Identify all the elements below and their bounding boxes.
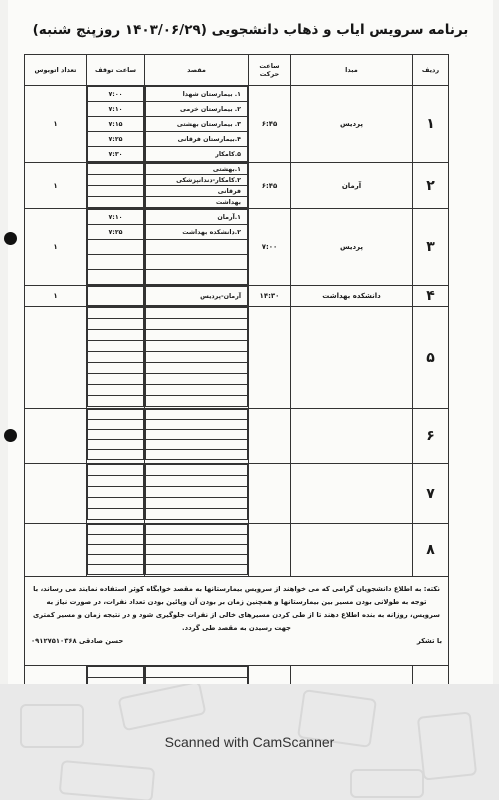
destination-item	[146, 420, 248, 430]
destination-list	[145, 163, 248, 208]
destination-item: ۲. بیمارستان خرمی	[146, 102, 248, 117]
stop-list	[87, 163, 144, 208]
header-origin: مبدا	[291, 55, 413, 86]
destination-item	[146, 498, 248, 509]
stop-time-item: ۷:۲۵	[88, 132, 144, 147]
stop-time-item	[88, 240, 144, 255]
destination-item	[146, 341, 248, 352]
destination-item	[146, 465, 248, 476]
destination-item	[146, 240, 248, 255]
stop-time-item	[88, 420, 144, 430]
destination-item	[146, 545, 248, 555]
destination-item	[146, 270, 248, 285]
stop-time-item	[88, 410, 144, 420]
stop-time-cell	[87, 209, 145, 286]
departure-cell	[249, 524, 291, 577]
destination-item	[146, 565, 248, 575]
header-departure: ساعت حرکت	[249, 55, 291, 86]
destination-item: بهداشت	[146, 197, 248, 208]
destination-item	[146, 319, 248, 330]
destination-list	[145, 524, 248, 575]
table-row	[25, 524, 449, 577]
destination-item	[146, 363, 248, 374]
note-signature-line	[31, 635, 442, 648]
destination-item	[146, 487, 248, 498]
destination-cell	[145, 464, 249, 524]
table-row	[25, 464, 449, 524]
destination-list	[145, 307, 248, 407]
departure-cell: ۷:۰۰	[249, 209, 291, 286]
destination-item	[146, 509, 248, 520]
stop-time-item	[88, 465, 144, 476]
origin-cell	[291, 307, 413, 409]
stop-time-item	[88, 535, 144, 545]
stop-time-item	[88, 287, 144, 306]
stop-time-item	[88, 164, 144, 175]
destination-cell	[145, 286, 249, 307]
stop-time-item	[88, 440, 144, 450]
destination-cell	[145, 524, 249, 577]
origin-cell: دانشکده بهداشت	[291, 286, 413, 307]
stop-time-item: ۷:۱۵	[88, 117, 144, 132]
table-row	[25, 409, 449, 464]
stop-time-item: ۷:۱۰	[88, 210, 144, 225]
departure-cell: ۱۴:۳۰	[249, 286, 291, 307]
destination-cell	[145, 209, 249, 286]
destination-item	[146, 667, 248, 678]
destination-list	[145, 409, 248, 460]
destination-item	[146, 410, 248, 420]
header-stop-time: ساعت توقف	[87, 55, 145, 86]
stop-time-item	[88, 450, 144, 460]
document-title: برنامه سرویس ایاب و ذهاب دانشجویی (۱۴۰۳/۰۶/۲۹ روزپنج شنبه)	[32, 22, 469, 38]
bus-count-cell: ۱	[25, 163, 87, 209]
destination-item: ۲.دانشکده بهداشت	[146, 225, 248, 240]
stop-time-item	[88, 396, 144, 407]
destination-item: ۴.بیمارستان فرقانی	[146, 132, 248, 147]
departure-cell	[249, 307, 291, 409]
origin-cell	[291, 524, 413, 577]
stop-time-item	[88, 197, 144, 208]
destination-item: ۵.کامکار	[146, 147, 248, 162]
row-number: ۷	[413, 464, 449, 524]
stop-list	[87, 409, 144, 460]
destination-cell	[145, 163, 249, 209]
destination-item	[146, 385, 248, 396]
origin-cell: آرمان	[291, 163, 413, 209]
stop-time-item	[88, 385, 144, 396]
departure-cell: ۶:۴۵	[249, 86, 291, 163]
departure-cell: ۶:۴۵	[249, 163, 291, 209]
destination-list	[145, 286, 248, 306]
binder-hole	[4, 232, 17, 245]
origin-cell: پردیس	[291, 86, 413, 163]
destination-item	[146, 450, 248, 460]
stop-time-cell	[87, 286, 145, 307]
stop-time-item	[88, 352, 144, 363]
row-number: ۴	[413, 286, 449, 307]
stop-list	[87, 524, 144, 575]
destination-item: آرمان-پردیس	[146, 287, 248, 306]
destination-cell	[145, 409, 249, 464]
bus-count-cell: ۱	[25, 86, 87, 163]
bus-count-cell	[25, 524, 87, 577]
note-row	[25, 577, 449, 666]
destination-item: ۳. بیمارستان بهشتی	[146, 117, 248, 132]
origin-cell: پردیس	[291, 209, 413, 286]
destination-list	[145, 464, 248, 520]
stop-time-item	[88, 509, 144, 520]
thanks-text: با تشکر	[416, 637, 442, 645]
departure-cell	[249, 464, 291, 524]
footer-text: Scanned with CamScanner	[164, 734, 335, 750]
destination-item	[146, 255, 248, 270]
camscanner-footer	[0, 684, 499, 800]
stop-time-item	[88, 330, 144, 341]
destination-item	[146, 374, 248, 385]
destination-item: فرقانی	[146, 186, 248, 197]
row-number: ۸	[413, 524, 449, 577]
stop-time-item	[88, 525, 144, 535]
row-number: ۳	[413, 209, 449, 286]
stop-time-item	[88, 565, 144, 575]
stop-time-item: ۷:۲۵	[88, 225, 144, 240]
destination-item	[146, 352, 248, 363]
row-number: ۵	[413, 307, 449, 409]
destination-cell	[145, 86, 249, 163]
table-row	[25, 286, 449, 307]
bus-count-cell	[25, 464, 87, 524]
destination-item	[146, 430, 248, 440]
bus-count-cell	[25, 307, 87, 409]
stop-time-item	[88, 270, 144, 285]
stop-time-item	[88, 175, 144, 186]
stop-list	[87, 209, 144, 285]
stop-time-item	[88, 308, 144, 319]
stop-time-item: ۷:۳۰	[88, 147, 144, 162]
destination-item	[146, 440, 248, 450]
origin-cell	[291, 464, 413, 524]
stop-time-cell	[87, 409, 145, 464]
departure-cell	[249, 409, 291, 464]
destination-cell	[145, 307, 249, 409]
destination-item	[146, 476, 248, 487]
stop-list	[87, 286, 144, 306]
destination-list	[145, 86, 248, 162]
schedule-table	[24, 54, 449, 726]
stop-time-item	[88, 186, 144, 197]
destination-item	[146, 525, 248, 535]
stop-time-item	[88, 667, 144, 678]
stop-time-cell	[87, 86, 145, 163]
bus-count-cell: ۱	[25, 286, 87, 307]
stop-time-item	[88, 255, 144, 270]
destination-item: ۲.کامکار-دندانپزشکی	[146, 175, 248, 186]
header-bus-count: تعداد اتوبوس	[25, 55, 87, 86]
stop-time-item	[88, 545, 144, 555]
destination-item: ۱. بیمارستان شهدا	[146, 87, 248, 102]
row-number: ۱	[413, 86, 449, 163]
bus-count-cell: ۱	[25, 209, 87, 286]
stop-time-item	[88, 341, 144, 352]
stop-list	[87, 464, 144, 520]
destination-item	[146, 555, 248, 565]
destination-item	[146, 308, 248, 319]
table-row	[25, 209, 449, 286]
stop-time-item	[88, 430, 144, 440]
stop-time-cell	[87, 307, 145, 409]
stop-time-item: ۷:۰۰	[88, 87, 144, 102]
note-text: نکته: به اطلاع دانشجویان گرامی که می خواهند از سرویس بیمارستانها به مقصد خوابگاه کوثر استفاده نمایند می رساند، با توجه به طولانی بودن مسیر بین بیمارستانها و همچنین زمان بر بودن آن وپائین بودن تعداد نفرات، در صورت نیاز به سرویس، روزانه به بنده اطلاع دهند تا از طی کردن مسیرهای خالی از نفرات جلوگیری شود و در نتیجه زمان و مسیر کمتری جهت رسیدن به مقصد طی گردد.	[33, 585, 440, 632]
destination-item	[146, 330, 248, 341]
destination-item: ۱.بهشتی	[146, 164, 248, 175]
stop-time-item	[88, 319, 144, 330]
row-number: ۲	[413, 163, 449, 209]
stop-time-item	[88, 487, 144, 498]
destination-item	[146, 535, 248, 545]
stop-time-item	[88, 363, 144, 374]
stop-time-item	[88, 498, 144, 509]
table-row	[25, 307, 449, 409]
stop-time-item	[88, 476, 144, 487]
destination-item: ۱.آرمان	[146, 210, 248, 225]
stop-time-item: ۷:۱۰	[88, 102, 144, 117]
stop-list	[87, 86, 144, 162]
stop-time-item	[88, 374, 144, 385]
table-row	[25, 86, 449, 163]
row-number: ۶	[413, 409, 449, 464]
header-destination: مقصد	[145, 55, 249, 86]
destination-item	[146, 396, 248, 407]
stop-time-cell	[87, 464, 145, 524]
binder-hole	[4, 429, 17, 442]
note-cell	[25, 577, 449, 666]
stop-time-cell	[87, 524, 145, 577]
table-row	[25, 163, 449, 209]
stop-time-cell	[87, 163, 145, 209]
header-row	[25, 55, 449, 86]
origin-cell	[291, 409, 413, 464]
stop-time-item	[88, 555, 144, 565]
bus-count-cell	[25, 409, 87, 464]
signature-text: حسن صادقی ۰۹۱۲۷۵۱۰۳۶۸	[31, 637, 124, 645]
stop-list	[87, 307, 144, 407]
header-row-number: ردیف	[413, 55, 449, 86]
destination-list	[145, 209, 248, 285]
